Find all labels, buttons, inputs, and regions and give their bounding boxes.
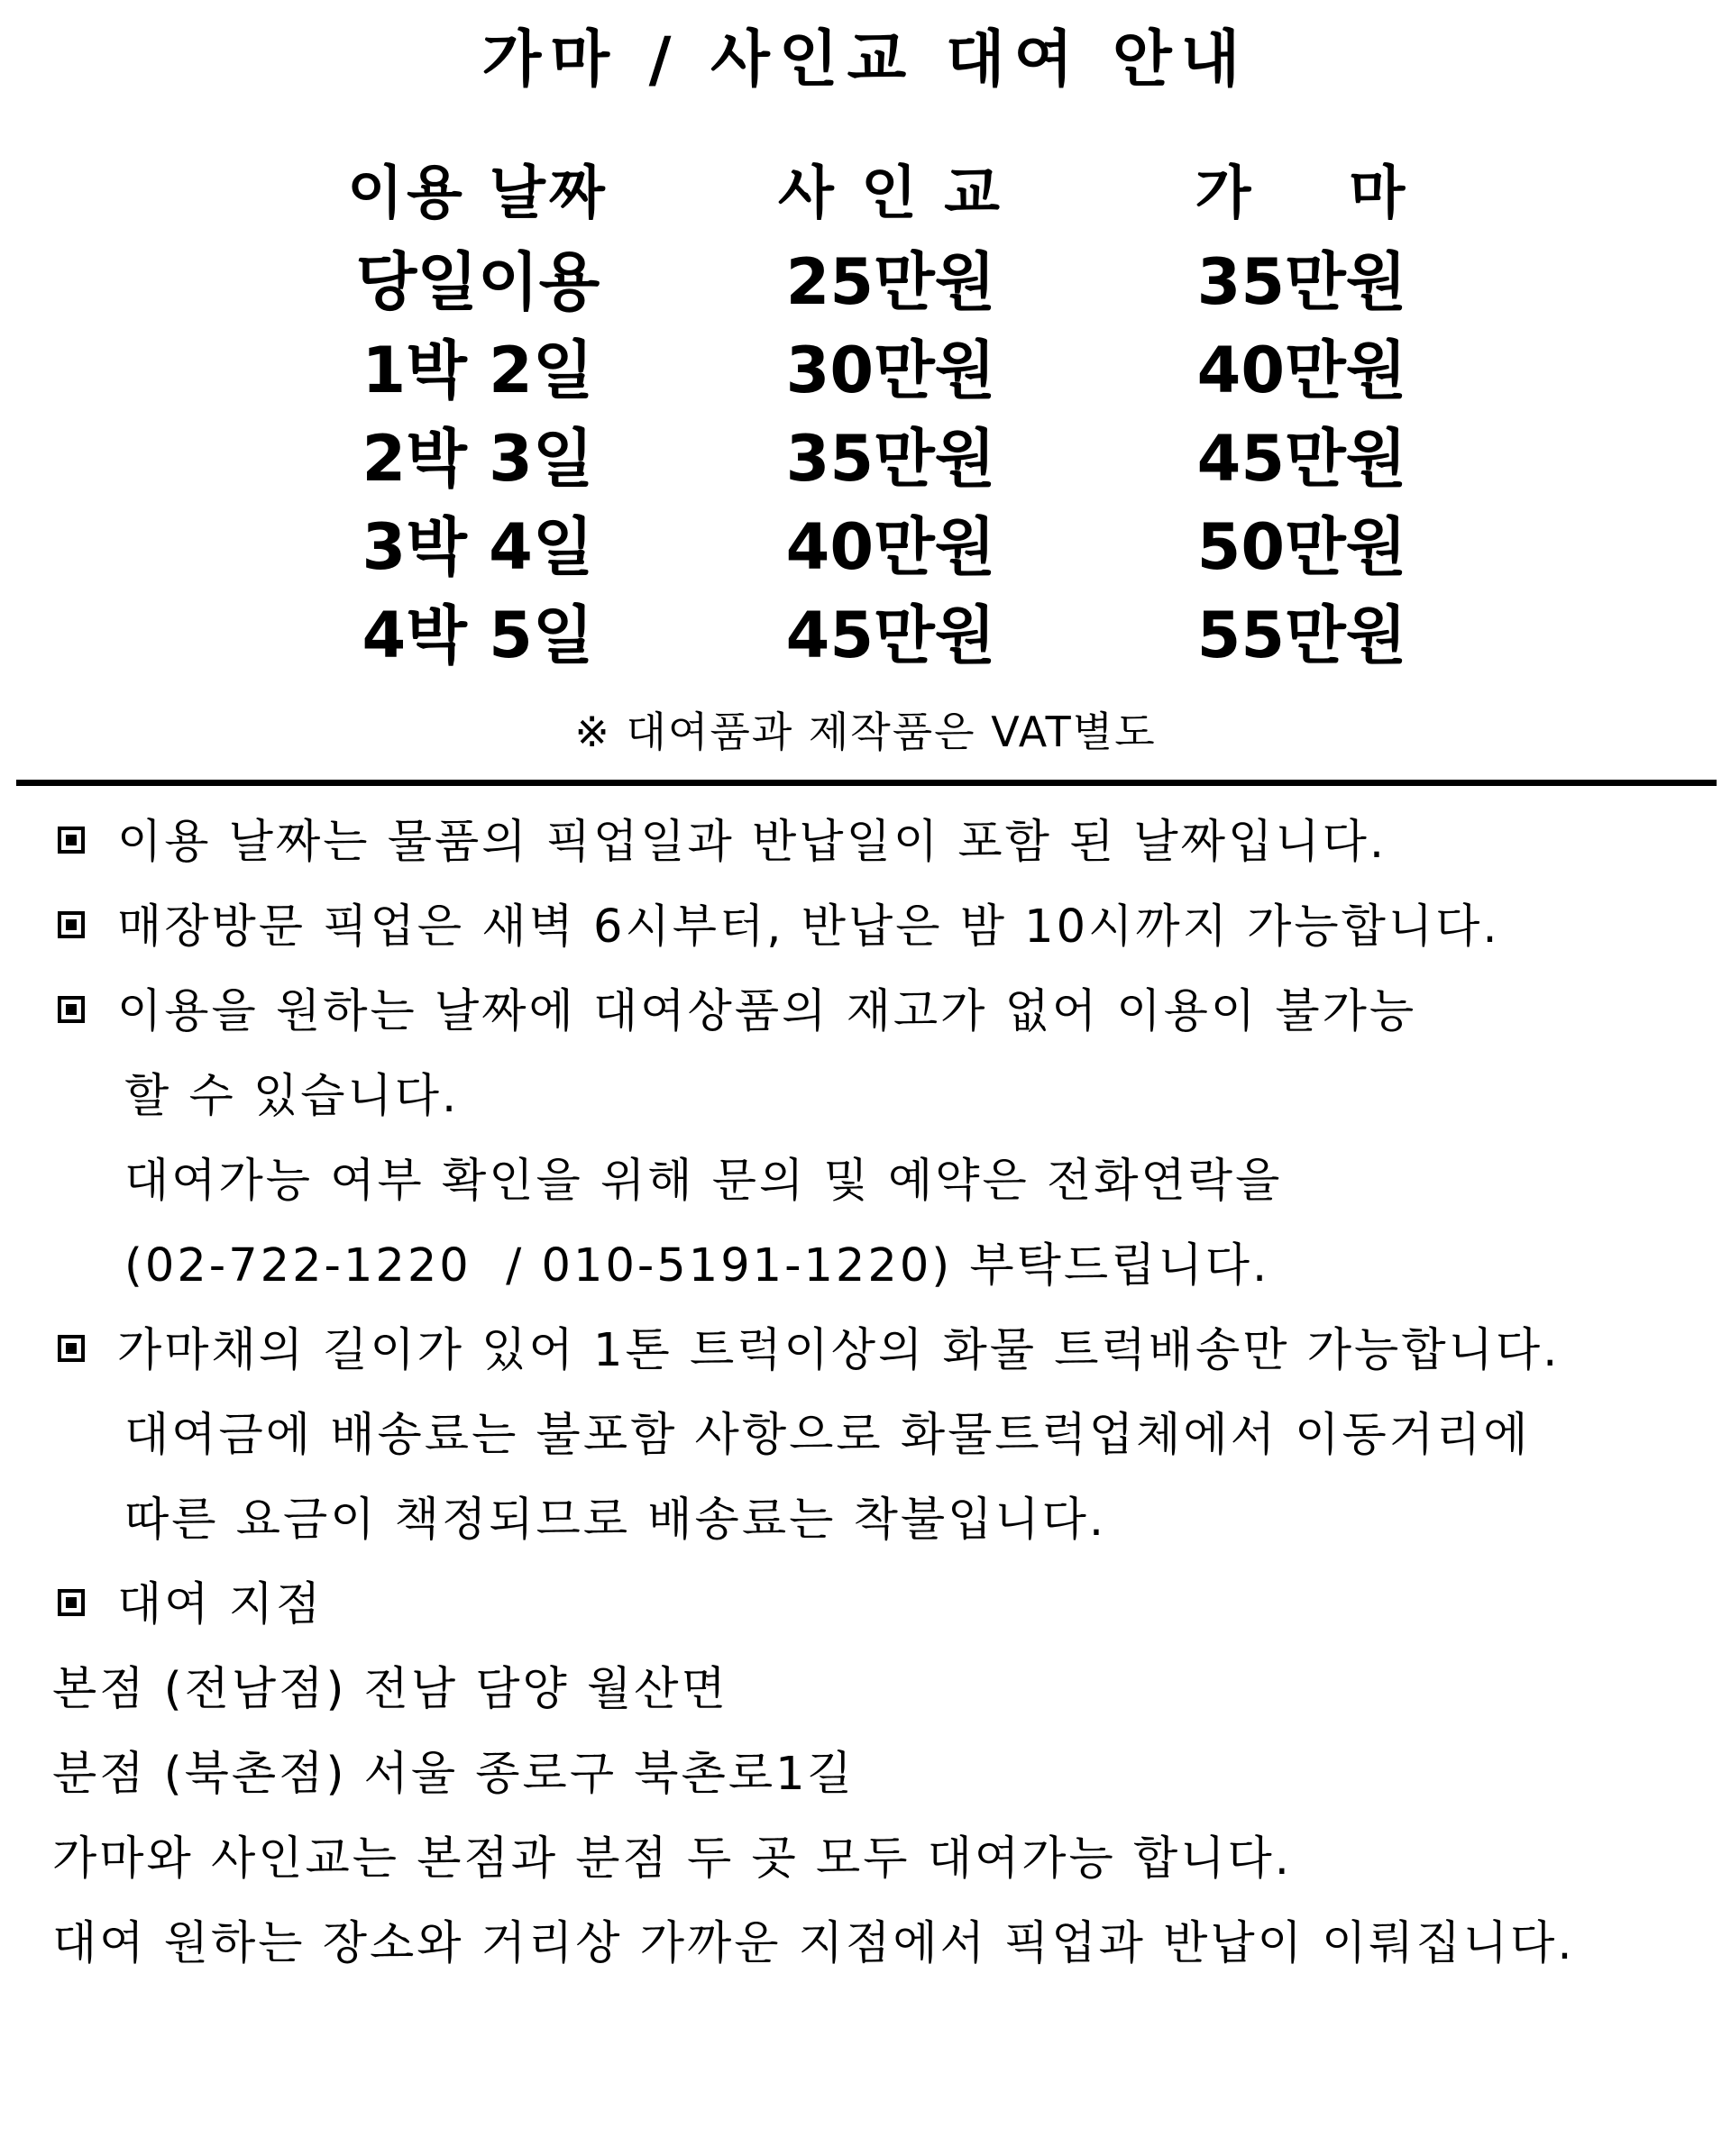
info-line — [0, 1817, 1731, 1902]
table-row — [0, 591, 1731, 680]
info-text: 이용을 원하는 날짜에 대여상품의 재고가 없어 이용이 불가능 — [117, 985, 1417, 1038]
square-bullet-icon — [58, 1335, 85, 1362]
row-sedan-chair-price: 45만원 — [785, 598, 996, 672]
info-continuation — [0, 1393, 1731, 1478]
info-text: 가마와 사인교는 본점과 분점 두 곳 모두 대여가능 합니다. — [52, 1832, 1293, 1886]
row-palanquin-price: 50만원 — [1196, 510, 1407, 584]
info-item — [0, 1309, 1731, 1393]
row-date-cell: 2박 3일 — [362, 422, 594, 496]
branch-line — [0, 1732, 1731, 1817]
row-date-cell: 3박 4일 — [362, 510, 594, 584]
info-text: 가마채의 길이가 있어 1톤 트럭이상의 화물 트럭배송만 가능합니다. — [117, 1324, 1561, 1377]
branch-line — [0, 1648, 1731, 1732]
square-bullet-icon — [58, 996, 85, 1023]
info-text: 대여금에 배송료는 불포함 사항으로 화물트럭업체에서 이동거리에 — [124, 1409, 1531, 1462]
info-continuation — [0, 1055, 1731, 1139]
info-continuation — [0, 1478, 1731, 1563]
vat-note: ※ 대여품과 제작품은 VAT별도 — [574, 708, 1157, 756]
row-palanquin-price: 35만원 — [1196, 245, 1407, 319]
square-bullet-icon — [58, 911, 85, 938]
row-palanquin-price: 45만원 — [1196, 422, 1407, 496]
page-title: 가마 / 사인교 대여 안내 — [481, 24, 1250, 96]
table-row — [0, 503, 1731, 591]
row-date-cell: 4박 5일 — [362, 598, 594, 672]
info-text: 따른 요금이 책정되므로 배송료는 착불입니다. — [124, 1494, 1107, 1547]
info-item — [0, 885, 1731, 970]
row-palanquin-price: 40만원 — [1196, 333, 1407, 407]
phone-numbers: (02-722-1220 / 010-5191-1220) 부탁드립니다. — [124, 1239, 1270, 1293]
table-header-row — [0, 150, 1731, 238]
info-line — [0, 1902, 1731, 1987]
square-bullet-icon — [58, 1589, 85, 1616]
info-continuation — [0, 1139, 1731, 1224]
info-item — [0, 800, 1731, 885]
row-date-cell: 당일이용 — [355, 245, 600, 319]
table-row — [0, 415, 1731, 503]
row-sedan-chair-price: 40만원 — [785, 510, 996, 584]
info-section — [0, 800, 1731, 1987]
info-heading: 대여 지점 — [117, 1578, 324, 1631]
row-date-cell: 1박 2일 — [362, 333, 594, 407]
info-text: 할 수 있습니다. — [124, 1070, 460, 1123]
row-sedan-chair-price: 30만원 — [785, 333, 996, 407]
section-divider — [16, 780, 1717, 786]
main-branch-address: 본점 (전남점) 전남 담양 월산면 — [52, 1663, 728, 1716]
column-header-palanquin: 가 마 — [1195, 160, 1409, 227]
table-row — [0, 326, 1731, 415]
square-bullet-icon — [58, 827, 85, 854]
table-row — [0, 238, 1731, 326]
info-text: 매장방문 픽업은 새벽 6시부터, 반납은 밤 10시까지 가능합니다. — [117, 900, 1500, 954]
info-item — [0, 970, 1731, 1055]
info-text: 대여가능 여부 확인을 위해 문의 및 예약은 전화연락을 — [124, 1155, 1283, 1208]
price-table — [0, 150, 1731, 680]
info-text: 이용 날짜는 물품의 픽업일과 반납일이 포함 된 날짜입니다. — [117, 816, 1388, 869]
column-header-sedan-chair: 사 인 교 — [777, 160, 1004, 227]
row-sedan-chair-price: 35만원 — [785, 422, 996, 496]
sub-branch-address: 분점 (북촌점) 서울 종로구 북촌로1길 — [52, 1748, 855, 1801]
info-item — [0, 1563, 1731, 1648]
column-header-date: 이용 날짜 — [347, 160, 609, 227]
row-sedan-chair-price: 25만원 — [785, 245, 996, 319]
info-text: 대여 원하는 장소와 거리상 가까운 지점에서 픽업과 반납이 이뤄집니다. — [52, 1917, 1575, 1970]
row-palanquin-price: 55만원 — [1196, 598, 1407, 672]
info-continuation — [0, 1224, 1731, 1309]
